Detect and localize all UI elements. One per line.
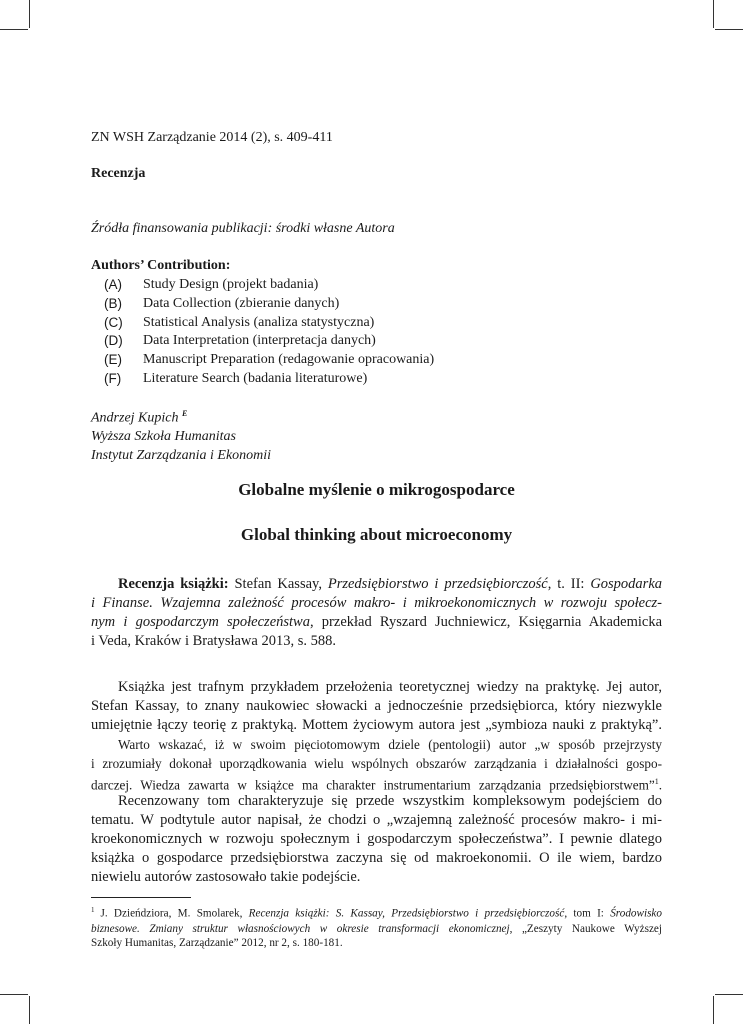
author-contribution-mark: E — [182, 409, 188, 418]
review-book-volume: , t. II: — [547, 576, 591, 592]
contribution-list — [91, 276, 434, 389]
footnote — [91, 903, 662, 951]
title-polish: Globalne myślenie o mikrogospodarce — [238, 480, 515, 499]
footnote-authors: J. Dzieńdziora, M. Smolarek, — [100, 907, 249, 920]
paragraph-line: Warto wskazać, iż w swoim pięciotomowym dziele (pentologii) autor „w sposób przejrzysty — [118, 737, 662, 752]
contribution-code: (D) — [104, 333, 123, 349]
body-paragraph-1 — [91, 678, 662, 735]
footnote-subtitle: Środowisko — [610, 907, 662, 920]
contribution-text: Data Interpretation (interpretacja danych) — [143, 333, 376, 349]
funding-statement: Źródła finansowania publikacji: środki własne Autora — [91, 221, 395, 236]
paragraph-line: kroekonomicznych w rozwoju społecznym i gospodarczym społeczeństwa”. I pewnie dlatego — [91, 831, 662, 847]
author-block — [91, 405, 271, 466]
paragraph-line: niewielu autorów zastosowało takie podejście. — [91, 869, 361, 885]
paragraph-line: tematu. W podtytule autor napisał, że chodzi o „wzajemną zależność procesów makro- i mi- — [91, 812, 662, 828]
contribution-item — [91, 351, 434, 370]
footnote-journal: , „Zeszyty Naukowe Wyższej — [509, 922, 662, 935]
paragraph-end: . — [658, 777, 662, 793]
review-reference — [91, 575, 662, 651]
crop-mark-top-left-h — [0, 29, 28, 30]
crop-mark-bottom-right-v — [713, 996, 714, 1024]
review-book-publisher: , przekład Ryszard Juchniewicz, Księgarnia Akademicka — [309, 614, 663, 630]
review-book-author: Stefan Kassay, — [228, 576, 328, 592]
review-book-subtitle-end: nym i gospodarczym społeczeństwa — [91, 614, 310, 630]
paragraph-line: Książka jest trafnym przykładem przełożenia teoretycznej wiedzy na praktykę. Jej autor, — [118, 679, 662, 695]
contribution-code: (F) — [104, 370, 122, 386]
title-english: Global thinking about microeconomy — [240, 525, 513, 544]
crop-mark-top-right-v — [713, 0, 714, 28]
review-label: Recenzja książki: — [118, 576, 229, 592]
contribution-code: (E) — [104, 352, 122, 368]
author-name-line — [91, 405, 271, 428]
review-book-subtitle: Gospodarka — [590, 576, 663, 592]
contribution-item — [91, 276, 434, 295]
paragraph-line: umiejętnie łączy teorię z praktyką. Mottem życiowym autora jest „symbioza nauki z praktyką”. — [91, 717, 662, 733]
author-institution: Wyższa Szkoła Humanitas — [91, 429, 236, 445]
paragraph-line: Stefan Kassay, to znany naukowiec słowacki a jednocześnie przedsiębiorca, który niezwykle — [91, 698, 662, 714]
body-paragraph-2 — [91, 736, 662, 796]
paragraph-line — [91, 613, 662, 632]
contribution-code: (A) — [104, 277, 122, 292]
contribution-text: Statistical Analysis (analiza statystyczna) — [143, 314, 375, 330]
contribution-item — [91, 370, 434, 389]
author-department: Instytut Zarządzania i Ekonomii — [91, 448, 272, 464]
paragraph-line: Recenzowany tom charakteryzuje się przede wszystkim kompleksowym podejściem do — [118, 793, 662, 809]
paragraph-line — [91, 575, 662, 594]
contribution-text: Study Design (projekt badania) — [143, 277, 319, 292]
footnote-mark: 1 — [91, 906, 95, 914]
footnote-reference: 1 — [654, 777, 659, 787]
paragraph-text: darczej. Wiedza zawarta w książce ma charakter instrumentarium zarządzania przedsiębiorstwem” — [91, 777, 655, 793]
paragraph-line — [91, 594, 662, 613]
paragraph-line: książka o gospodarce przedsiębiorstwa zaczyna się od makroekonomii. O ile wiem, bardzo — [91, 850, 662, 866]
crop-mark-top-right-h — [715, 29, 743, 30]
journal-citation: ZN WSH Zarządzanie 2014 (2), s. 409-411 — [91, 130, 333, 145]
contribution-item — [91, 295, 434, 314]
contribution-text: Literature Search (badania literaturowe) — [143, 370, 368, 386]
crop-mark-bottom-left-h — [0, 994, 28, 995]
contribution-item — [91, 332, 434, 351]
contribution-item — [91, 314, 434, 333]
author-name: Andrzej Kupich — [91, 410, 179, 426]
contribution-code: (C) — [104, 314, 123, 330]
crop-mark-bottom-right-h — [715, 994, 743, 995]
footnote-line: Szkoły Humanitas, Zarządzanie” 2012, nr 2, s. 180-181. — [91, 937, 343, 950]
review-book-subtitle-cont: i Finanse. Wzajemna zależność procesów makro- i mikroekonomicznych w rozwoju społecz- — [91, 595, 662, 611]
paragraph-line: i zrozumiały dokonał uporządkowania wielu wspólnych obszarów zarządzania i działalności gospo- — [91, 755, 662, 771]
contribution-text: Data Collection (zbieranie danych) — [143, 295, 340, 311]
crop-mark-bottom-left-v — [29, 996, 30, 1024]
contribution-title: Authors’ Contribution: — [91, 258, 231, 273]
body-paragraph-3 — [91, 792, 662, 887]
paragraph-line: i Veda, Kraków i Bratysława 2013, s. 588. — [91, 633, 336, 649]
review-book-title: Przedsiębiorstwo i przedsiębiorczość — [327, 576, 548, 592]
footnote-volume: , tom I: — [564, 907, 611, 920]
footnote-subtitle-cont: biznesowe. Zmiany struktur własnościowych w okresie transformacji ekonomicznej — [91, 922, 510, 935]
footnote-title: Recenzja książki: S. Kassay, Przedsiębiorstwo i przedsiębiorczość — [248, 907, 565, 920]
footnote-line — [91, 903, 662, 922]
footnote-separator — [91, 897, 191, 898]
crop-mark-top-left-v — [29, 0, 30, 28]
contribution-text: Manuscript Preparation (redagowanie opracowania) — [143, 352, 435, 368]
contribution-code: (B) — [104, 295, 122, 311]
article-type: Recenzja — [91, 166, 146, 181]
footnote-line — [91, 922, 662, 937]
